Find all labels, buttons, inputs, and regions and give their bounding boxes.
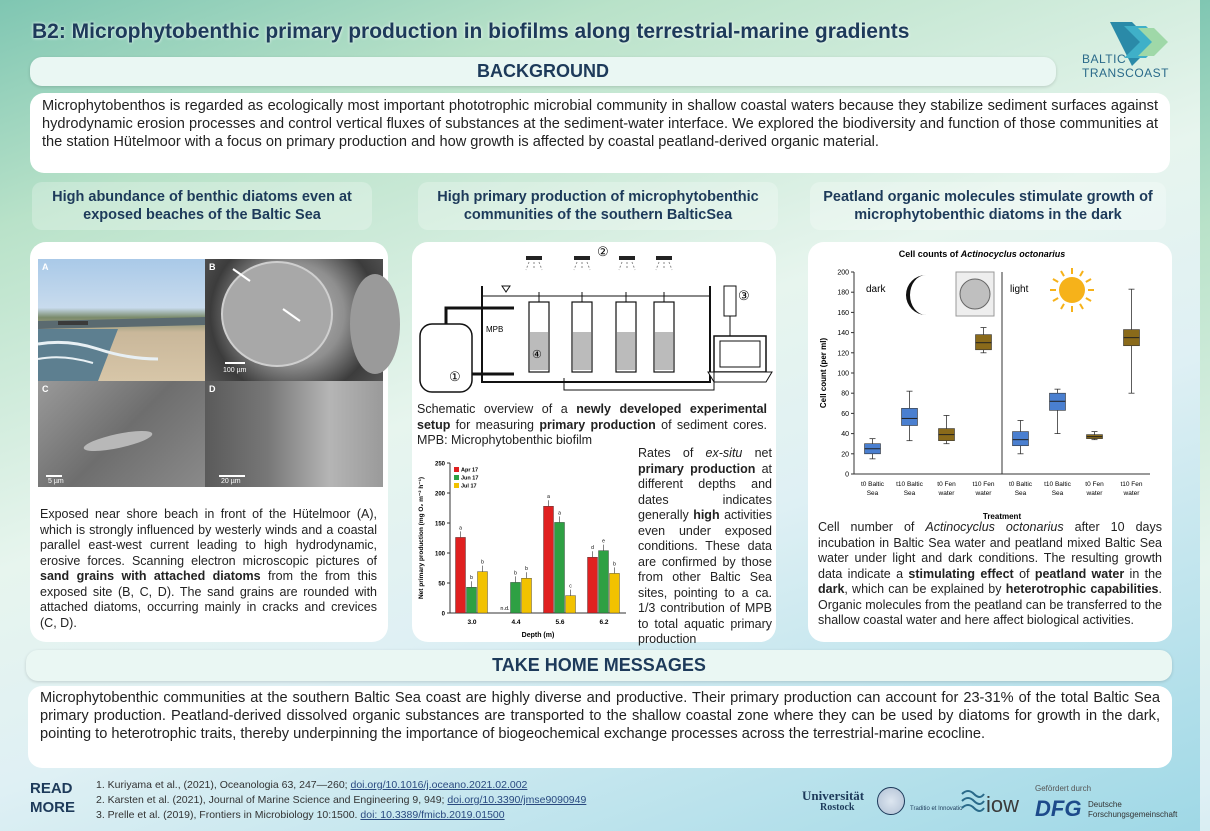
bar-chart-letter-label: b	[613, 561, 616, 568]
bar-chart-letter-label: a	[558, 510, 561, 517]
box-chart-x-tick-label: water	[938, 490, 955, 497]
bar-chart-bar	[511, 582, 521, 613]
sun-ray	[1086, 279, 1091, 282]
bar-chart-legend-label: Apr 17	[461, 467, 479, 474]
schematic-caption: Schematic overview of a newly developed experimental setup for measuring primary production of sediment cores. MPB: Microphytobenthic biofilm	[417, 402, 768, 447]
box-chart-x-tick-label: t10 Baltic	[1044, 481, 1071, 488]
box-chart-box	[1013, 432, 1029, 446]
bar-chart-x-tick-label: 5.6	[555, 619, 565, 626]
bar-chart-bar	[467, 587, 477, 613]
box-chart-x-tick-label: t0 Fen	[937, 481, 956, 488]
cell-count-box-chart	[812, 244, 1170, 521]
reference-2: 2. Karsten et al. (2021), Journal of Marine Science and Engineering 9, 949; doi.org/10.3390/jmse9090949	[96, 794, 587, 806]
sem-photo-b	[205, 259, 383, 381]
university-rostock-logo: Universität Rostock	[802, 788, 865, 813]
bar-chart-y-tick-label: 150	[434, 521, 445, 528]
bar-chart-letter-label: b	[525, 566, 528, 573]
box-chart-panel-label-dark: dark	[866, 284, 886, 295]
bar-chart-bar	[522, 578, 532, 613]
bar-chart-x-tick-label: 6.2	[599, 619, 609, 626]
sun-ray	[1086, 298, 1091, 301]
left-caption: Exposed near shore beach in front of the Hütelmoor (A), which is strongly influenced by westerly winds and a coastal parallel east-west current leading to high hydrodynamic, erosive forces. Scanning electron microscopic pictures of sand grains with attached diatoms from the from this exposed site (B, C, D). The sand grains are rounded with attached diatoms, occurring mainly in cracks and crevices (C, D).	[40, 507, 377, 630]
box-chart-x-tick-label: t10 Fen	[972, 481, 995, 488]
box-chart-x-tick-label: water	[975, 490, 992, 497]
iow-logo: iow	[986, 792, 1020, 817]
box-chart-y-tick-label: 180	[837, 289, 849, 297]
references-list	[96, 778, 586, 823]
bar-chart-letter-label: b	[514, 570, 517, 577]
bar-chart-y-tick-label: 50	[438, 581, 445, 588]
dfg-funded-by: Gefördert durch	[1035, 784, 1092, 793]
bar-chart-bar	[456, 537, 466, 613]
box-chart-x-tick-label: t0 Baltic	[860, 481, 885, 488]
reference-1: 1. Kuriyama et al., (2021), Oceanologia 63, 247—260; doi.org/10.1016/j.oceano.2021.02.002	[96, 779, 528, 791]
sun-ray	[1061, 271, 1064, 276]
sun-ray	[1061, 304, 1064, 309]
panel-label-d: D	[209, 384, 216, 394]
take-home-heading: TAKE HOME MESSAGES	[26, 650, 1172, 681]
sun-ray	[1080, 304, 1083, 309]
iow-wave-icon	[960, 786, 984, 814]
sem-photo-d	[205, 381, 383, 487]
box-chart-x-tick-label: t0 Fen	[1085, 481, 1104, 488]
scalebar-c: 5 µm	[48, 478, 64, 485]
box-chart-x-tick-label: water	[1123, 490, 1140, 497]
poster-title: B2: Microphytobenthic primary production in biofilms along terrestrial-marine gradients	[32, 20, 910, 43]
schematic-label-mpb: MPB	[486, 325, 504, 334]
box-chart-x-label: Treatment	[982, 512, 1022, 521]
scalebar-d: 20 µm	[221, 478, 241, 485]
box-chart-x-tick-label: Sea	[1051, 490, 1064, 497]
bar-chart-legend-label: Jun 17	[461, 475, 479, 482]
bar-chart-y-tick-label: 200	[434, 491, 445, 498]
bar-chart-legend-swatch	[454, 483, 459, 488]
box-chart-panel-label-light: light	[1010, 284, 1029, 295]
background-text: Microphytobenthos is regarded as ecologically most important phototrophic microbial community in shallow coastal waters because they stabilize sediment surfaces against hydrodynamic erosion processes and control vertical fluxes of substances at the sediment-water interface. We explored the biodiversity and function of those communities at the station Hütelmoor with a focus on primary production and how growth is affected by coastal peatland-derived organic material.	[30, 93, 1170, 173]
beach-photo-a	[38, 259, 205, 381]
box-chart-y-tick-label: 100	[837, 370, 849, 378]
scalebar-b: 100 µm	[223, 367, 247, 374]
logo-line-1: BALTIC	[1082, 52, 1127, 66]
bar-chart-bar	[478, 572, 488, 613]
box-chart-y-tick-label: 140	[837, 330, 849, 338]
box-chart-x-tick-label: t10 Baltic	[896, 481, 923, 488]
sem-photo-c	[38, 381, 205, 487]
box-chart-x-tick-label: t10 Fen	[1120, 481, 1143, 488]
bar-chart-letter-label: b	[481, 559, 484, 566]
box-chart-y-label: Cell count (per ml)	[819, 337, 828, 409]
sun-icon	[1059, 277, 1085, 303]
bar-chart-y-tick-label: 0	[441, 611, 445, 618]
bar-chart-letter-label: e	[602, 538, 605, 545]
box-chart-title: Cell counts of Actinocyclus octonarius	[898, 249, 1066, 259]
bar-chart-legend-swatch	[454, 467, 459, 472]
bar-chart-bar	[588, 557, 598, 613]
experimental-setup-schematic	[414, 244, 774, 394]
read-more-label: READ MORE	[30, 780, 75, 816]
bar-chart-letter-label: a	[459, 525, 462, 532]
bar-chart-y-tick-label: 250	[434, 461, 445, 468]
right-column-heading: Peatland organic molecules stimulate growth of microphytobenthic diatoms in the dark	[810, 182, 1166, 230]
baltic-transcoast-logo	[1080, 22, 1180, 84]
take-home-text: Microphytobenthic communities at the southern Baltic Sea coast are highly diverse and productive. Their primary production can account for 23-31% of the total Baltic Sea primary production. Peatland-derived dissolved organic substances are transported to the shallow coastal zone where they can be used by diatoms for growth in the dark, pointing to heterotrophic traits, thereby underpinning the importance of biogeochemical exchange processes across the terrestrial-marine ecocline.	[28, 686, 1172, 768]
rostock-seal-icon	[877, 787, 905, 815]
bar-chart-x-tick-label: 3.0	[467, 619, 477, 626]
bar-chart-letter-label: b	[470, 575, 473, 582]
primary-production-bar-chart	[414, 455, 634, 640]
bar-chart-nd-label: n.d.	[500, 606, 510, 612]
bar-chart-y-tick-label: 100	[434, 551, 445, 558]
bar-chart-letter-label: d	[591, 545, 594, 552]
baltic-transcoast-icon	[1110, 22, 1210, 52]
bar-chart-bar	[544, 506, 554, 613]
sun-ray	[1080, 271, 1083, 276]
bar-chart-x-tick-label: 4.4	[511, 619, 521, 626]
box-chart-box	[902, 408, 918, 425]
schematic-label-2: ②	[597, 244, 609, 259]
logo-line-2: TRANSCOAST	[1082, 66, 1170, 80]
box-chart-y-tick-label: 160	[837, 309, 849, 317]
reference-2-link[interactable]: doi.org/10.3390/jmse9090949	[447, 794, 587, 806]
box-chart-y-tick-label: 20	[841, 451, 849, 459]
moon-icon	[906, 275, 926, 315]
box-chart-x-tick-label: water	[1086, 490, 1103, 497]
sun-ray	[1053, 298, 1058, 301]
bar-chart-y-label: Net primary production (mg O₂ m⁻² h⁻¹)	[418, 476, 425, 600]
box-chart-y-tick-label: 60	[841, 410, 849, 418]
box-chart-x-tick-label: Sea	[866, 490, 879, 497]
box-chart-x-tick-label: Sea	[903, 490, 916, 497]
bar-chart-letter-label: a	[547, 494, 550, 501]
bar-chart-bar	[610, 573, 620, 613]
bar-chart-legend-label: Jul 17	[461, 483, 477, 490]
box-chart-x-tick-label: Sea	[1014, 490, 1027, 497]
box-chart-y-tick-label: 120	[837, 350, 849, 358]
reference-3: 3. Prelle et al. (2019), Frontiers in Microbiology 10:1500. doi: 10.3389/fmicb.2019.01500	[96, 809, 505, 821]
left-column-heading: High abundance of benthic diatoms even at exposed beaches of the Baltic Sea	[32, 182, 372, 230]
panel-label-c: C	[42, 384, 49, 394]
dfg-name: Deutsche Forschungsgemeinschaft	[1088, 800, 1178, 819]
schematic-label-3: ③	[738, 288, 750, 303]
rostock-motto: Traditio et Innovatio	[910, 806, 963, 812]
box-chart-y-tick-label: 80	[841, 390, 849, 398]
box-chart-y-tick-label: 200	[837, 269, 849, 277]
box-chart-y-tick-label: 0	[845, 471, 849, 479]
bar-chart-bar	[566, 596, 576, 613]
bar-chart-legend-swatch	[454, 475, 459, 480]
dfg-logo: DFG	[1035, 796, 1082, 821]
schematic-label-4: ④	[532, 349, 542, 361]
box-chart-x-tick-label: t0 Baltic	[1008, 481, 1033, 488]
primary-production-text: Rates of ex-situ net primary production at different depths and dates indicates generally high activities even under exposed conditions. These data are confirmed by those from other Baltic Sea sites, pointing to a ca. 1/3 contribution of MPB to total aquatic primary production	[638, 446, 772, 646]
bar-chart-bar	[555, 522, 565, 613]
panel-label-b: B	[209, 262, 216, 272]
middle-column-heading: High primary production of microphytobenthic communities of the southern BalticSea	[418, 182, 778, 230]
bar-chart-letter-label: c	[569, 583, 572, 590]
bar-chart-bar	[599, 551, 609, 613]
reference-3-link[interactable]: doi: 10.3389/fmicb.2019.01500	[360, 809, 505, 821]
panel-label-a: A	[42, 262, 49, 272]
diatom-icon	[960, 279, 990, 309]
box-chart-y-tick-label: 40	[841, 431, 849, 439]
schematic-label-1: ①	[449, 369, 461, 384]
background-heading: BACKGROUND	[30, 57, 1056, 86]
reference-1-link[interactable]: doi.org/10.1016/j.oceano.2021.02.002	[350, 779, 528, 791]
right-caption: Cell number of Actinocyclus octonarius after 10 days incubation in Baltic Sea water and peatland mixed Baltic Sea water under light and dark conditions. The resulting growth data indicate a stimulating effect of peatland water in the dark, which can be explained by heterotrophic capabilities. Organic molecules from the peatland can be transferred to the shallow coastal water and here affect biological activities.	[818, 520, 1162, 627]
bar-chart-x-label: Depth (m)	[521, 632, 555, 639]
box-chart-box	[976, 335, 992, 350]
box-chart-box	[1050, 393, 1066, 410]
sun-ray	[1053, 279, 1058, 282]
